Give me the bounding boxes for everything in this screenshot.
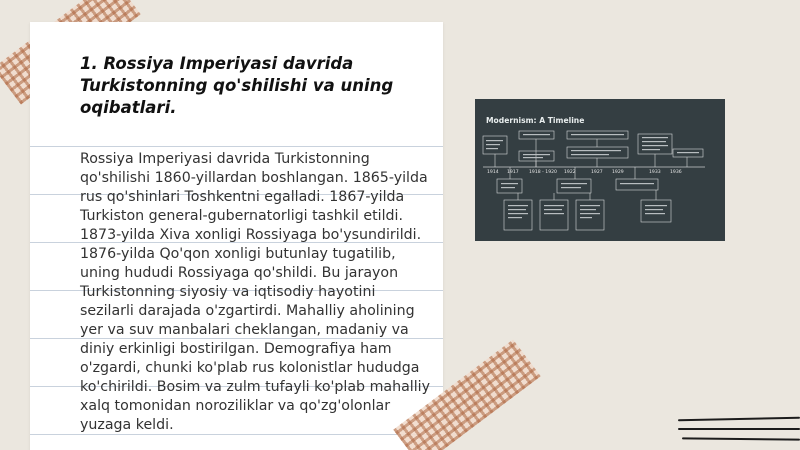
decorative-line (682, 437, 800, 440)
timeline-year-label: 1914 (487, 170, 499, 175)
paper-rule-line (30, 146, 443, 147)
timeline-events-lower (497, 179, 671, 230)
timeline-year-label: 1922 (564, 170, 576, 175)
timeline-year-label: 1918 - 1920 (529, 170, 557, 175)
slide-body-text: Rossiya Imperiyasi davrida Turkistonning qo'shilishi 1860-yillardan boshlangan. 1865-yilda rus qo'shinlari Toshkentni egalladi. 1867-yilda Turkiston general-gubernatorligi tashkil etildi. 1873-yilda Xiva xonligi Rossiyaga bo'ysundirildi. 1876-yilda Qo'qon xonligi butunlay tugatilib, uning hududi Rossiyaga qo'shildi. Bu jarayon Turkistonning siyosiy va iqtisodiy hayotini sezilarli darajada o'zgartirdi. Mahalliy aholining yer va suv manbalari cheklangan, madaniy va diniy erkinligi bostirilgan. Demografiya ham o'zgardi, chunki ko'plab rus kolonistlar hududga ko'chirildi. Bosim va zulm tufayli ko'plab mahalliy xalq tomonidan noroziliklar va qo'zg'olonlar yuzaga keldi. (80, 151, 430, 433)
timeline-year-label: 1927 (591, 170, 603, 175)
timeline-year-label: 1936 (670, 170, 682, 175)
timeline-year-label: 1917 (507, 170, 519, 175)
timeline-diagram (475, 99, 725, 241)
timeline-event-text-lower (501, 183, 667, 218)
timeline-event-text-upper (486, 134, 699, 158)
timeline-year-label: 1929 (612, 170, 624, 175)
timeline-image (475, 99, 725, 241)
timeline-connectors-upper (495, 139, 687, 167)
timeline-year-label: 1933 (649, 170, 661, 175)
decorative-line (678, 428, 800, 430)
slide-title: 1. Rossiya Imperiyasi davrida Turkistonning qo'shilishi va uning oqibatlari. (80, 54, 394, 117)
timeline-events-upper (483, 131, 703, 161)
lined-paper-card (30, 22, 443, 450)
timeline-title: Modernism: A Timeline (486, 116, 585, 125)
decorative-line (678, 417, 800, 422)
